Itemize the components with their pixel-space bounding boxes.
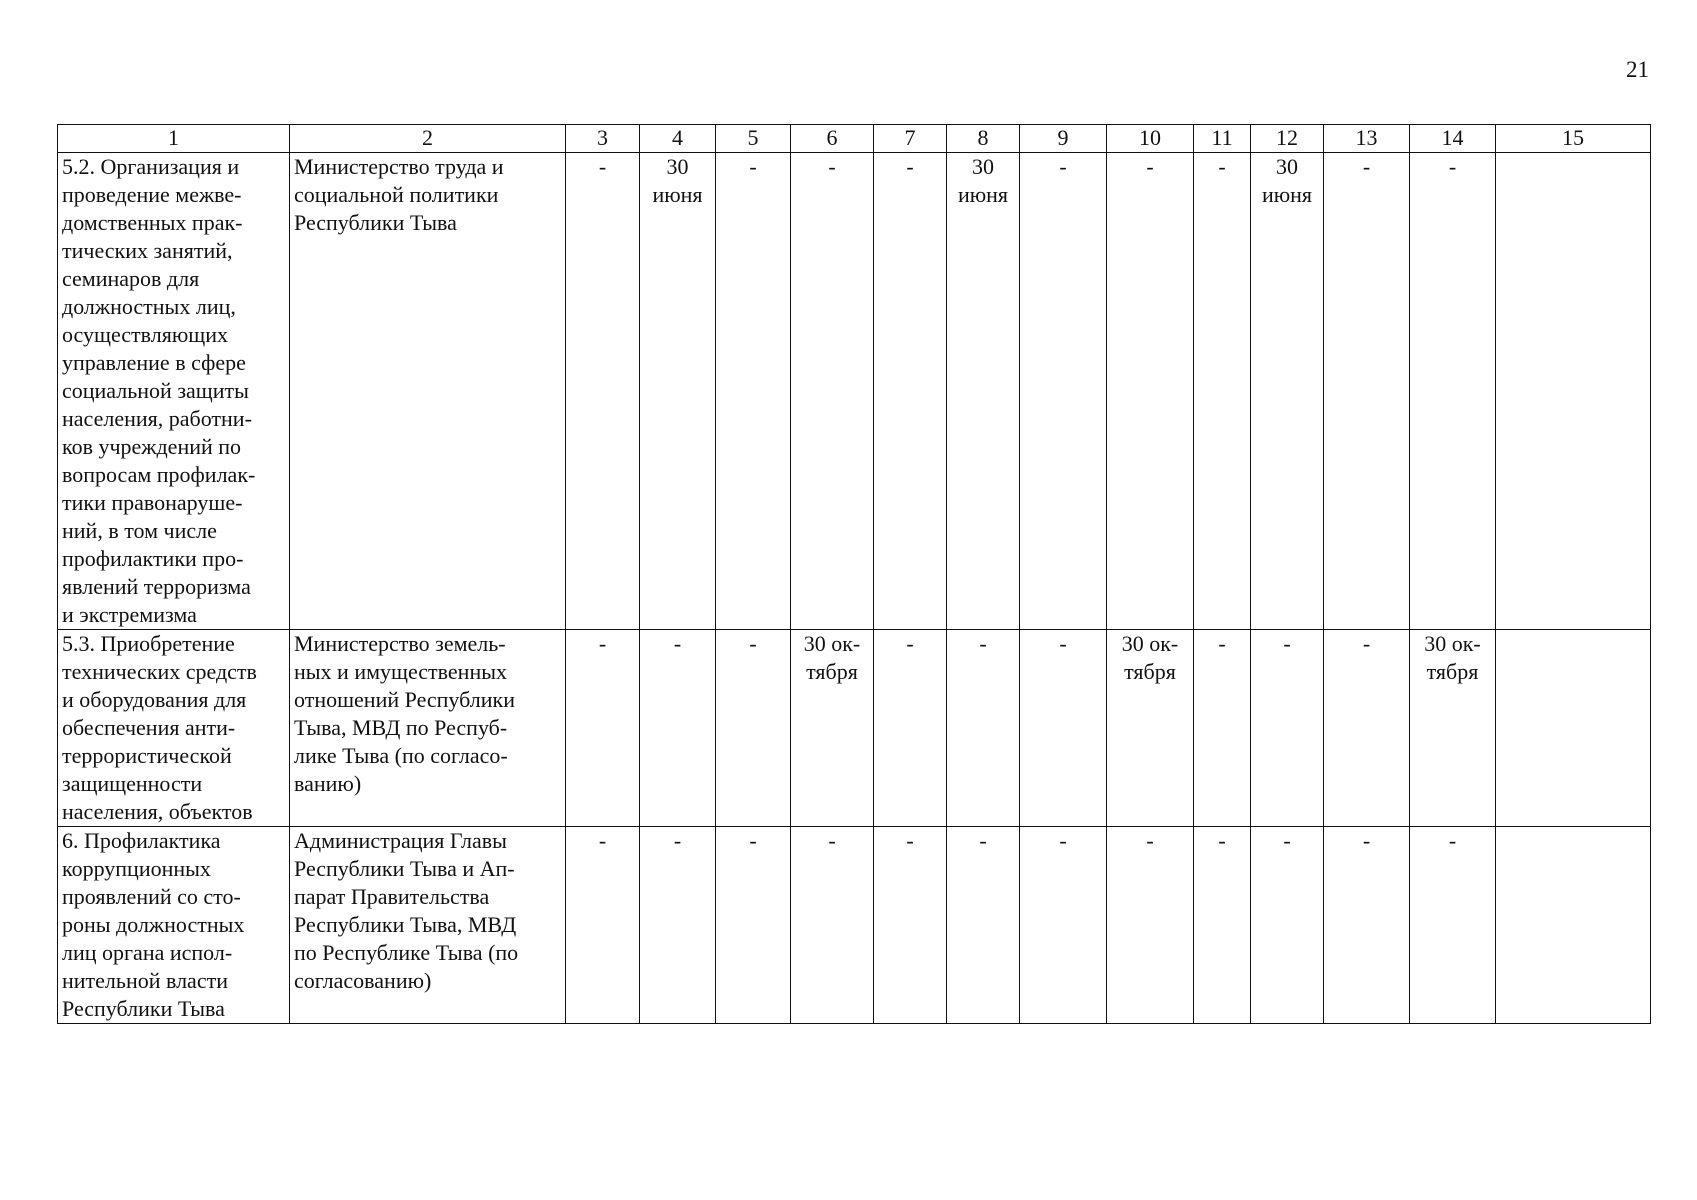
value-cell: - <box>716 630 791 827</box>
value-cell: - <box>791 827 874 1024</box>
value-cell: - <box>640 630 716 827</box>
header-cell: 13 <box>1324 125 1410 153</box>
value-cell: - <box>1324 827 1410 1024</box>
value-cell: - <box>1251 630 1324 827</box>
executor-cell: Министерство труда и социальной политики Республики Тыва <box>290 153 566 630</box>
executor-cell: Министерство земель- ных и имущественных отношений Республики Тыва, МВД по Респуб- лике Тыва (по согласо- ванию) <box>290 630 566 827</box>
table-header-row <box>58 125 1651 153</box>
value-cell <box>1496 827 1651 1024</box>
header-cell: 9 <box>1020 125 1107 153</box>
value-cell: - <box>640 827 716 1024</box>
value-cell: 30 июня <box>640 153 716 630</box>
value-cell: 30 июня <box>947 153 1020 630</box>
header-cell: 15 <box>1496 125 1651 153</box>
activity-cell: 6. Профилактика коррупционных проявлений со сто- роны должностных лиц органа испол- нительной власти Республики Тыва <box>58 827 290 1024</box>
table-row <box>58 827 1651 1024</box>
header-cell: 10 <box>1107 125 1194 153</box>
value-cell: - <box>874 827 947 1024</box>
value-cell: - <box>1020 827 1107 1024</box>
value-cell: - <box>1251 827 1324 1024</box>
value-cell: - <box>1194 827 1251 1024</box>
value-cell <box>1496 153 1651 630</box>
header-cell: 12 <box>1251 125 1324 153</box>
header-cell: 5 <box>716 125 791 153</box>
value-cell: - <box>716 827 791 1024</box>
value-cell: - <box>1194 630 1251 827</box>
value-cell: - <box>791 153 874 630</box>
value-cell <box>1496 630 1651 827</box>
page-number: 21 <box>1626 57 1649 82</box>
header-cell: 8 <box>947 125 1020 153</box>
value-cell: 30 ок- тября <box>1107 630 1194 827</box>
value-cell: - <box>1020 630 1107 827</box>
header-cell: 3 <box>566 125 640 153</box>
table-row <box>58 630 1651 827</box>
value-cell: - <box>874 630 947 827</box>
value-cell: - <box>566 153 640 630</box>
value-cell: 30 июня <box>1251 153 1324 630</box>
plan-table <box>57 124 1651 1024</box>
value-cell: - <box>1410 827 1496 1024</box>
value-cell: - <box>1324 153 1410 630</box>
header-cell: 6 <box>791 125 874 153</box>
header-cell: 4 <box>640 125 716 153</box>
value-cell: - <box>1107 153 1194 630</box>
value-cell: - <box>716 153 791 630</box>
header-cell: 11 <box>1194 125 1251 153</box>
value-cell: - <box>947 630 1020 827</box>
value-cell: - <box>1107 827 1194 1024</box>
activity-cell: 5.3. Приобретение технических средств и оборудования для обеспечения анти- террористической защищенности населения, объектов <box>58 630 290 827</box>
value-cell: - <box>566 827 640 1024</box>
value-cell: - <box>1194 153 1251 630</box>
header-cell: 7 <box>874 125 947 153</box>
table-row <box>58 153 1651 630</box>
value-cell: - <box>566 630 640 827</box>
value-cell: - <box>947 827 1020 1024</box>
activity-cell: 5.2. Организация и проведение межве- домственных прак- тических занятий, семинаров для должностных лиц, осуществляющих управление в сфере социальной защиты населения, работни- ков учреждений по вопросам профилак- тики правонаруше- ний, в том числе профилактики про- явлений терроризма и экстремизма <box>58 153 290 630</box>
header-cell: 2 <box>290 125 566 153</box>
value-cell: - <box>1410 153 1496 630</box>
value-cell: - <box>874 153 947 630</box>
value-cell: - <box>1020 153 1107 630</box>
value-cell: 30 ок- тября <box>1410 630 1496 827</box>
header-cell: 1 <box>58 125 290 153</box>
header-cell: 14 <box>1410 125 1496 153</box>
executor-cell: Администрация Главы Республики Тыва и Ап- парат Правительства Республики Тыва, МВД по Республике Тыва (по согласованию) <box>290 827 566 1024</box>
value-cell: - <box>1324 630 1410 827</box>
value-cell: 30 ок- тября <box>791 630 874 827</box>
